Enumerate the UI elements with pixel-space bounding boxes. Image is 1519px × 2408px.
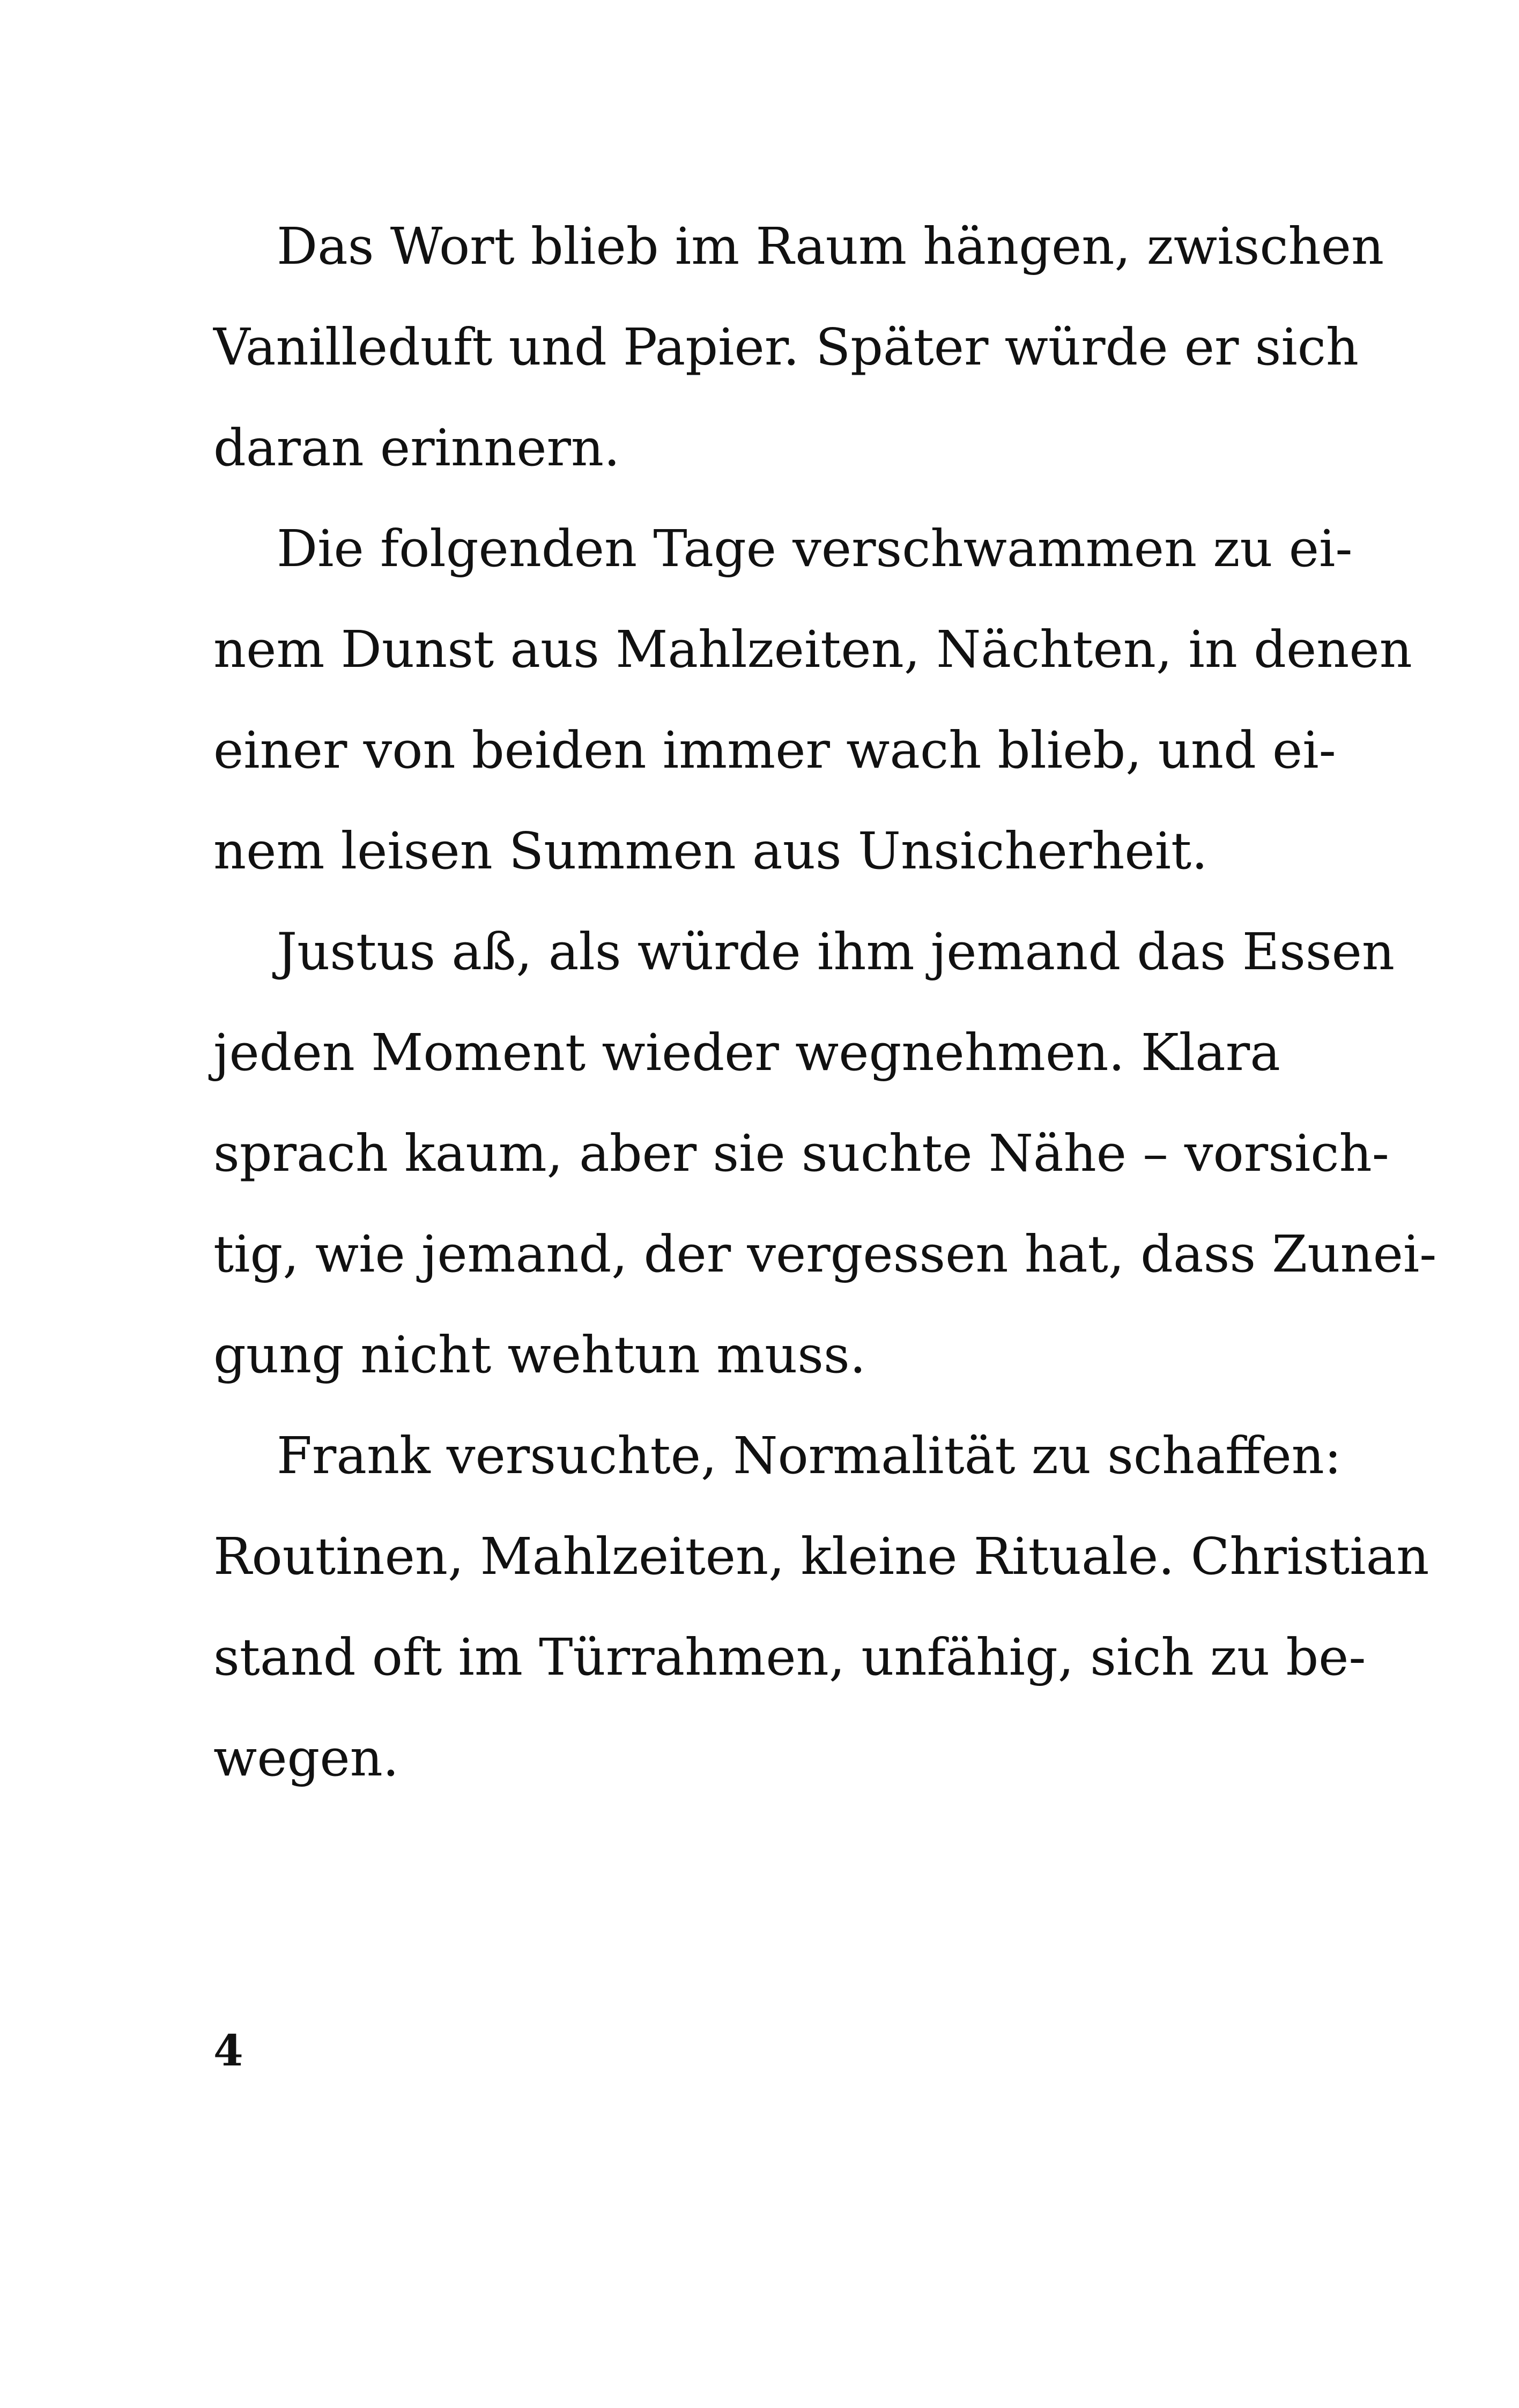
- text-line: Routinen, Mahlzeiten, kleine Rituale. Christian: [213, 1527, 1429, 1586]
- text-line: Frank versuchte, Normalität zu schaffen:: [277, 1426, 1342, 1485]
- text-line: wegen.: [213, 1729, 399, 1788]
- text-line: tig, wie jemand, der vergessen hat, dass Zunei-: [213, 1225, 1437, 1284]
- text-line: Die folgenden Tage verschwammen zu ei-: [277, 519, 1353, 578]
- text-line: jeden Moment wieder wegnehmen. Klara: [213, 1023, 1280, 1082]
- text-line: Das Wort blieb im Raum hängen, zwischen: [277, 217, 1384, 276]
- text-line: sprach kaum, aber sie suchte Nähe – vorsich-: [213, 1124, 1389, 1183]
- text-line: nem leisen Summen aus Unsicherheit.: [213, 822, 1208, 881]
- text-line: nem Dunst aus Mahlzeiten, Nächten, in denen: [213, 620, 1412, 679]
- text-line: daran erinnern.: [213, 419, 620, 478]
- text-line: Vanilleduft und Papier. Später würde er sich: [213, 318, 1359, 377]
- text-line: stand oft im Türrahmen, unfähig, sich zu be-: [213, 1628, 1366, 1687]
- text-line: gung nicht wehtun muss.: [213, 1326, 866, 1385]
- text-line: Justus aß, als würde ihm jemand das Essen: [277, 923, 1395, 982]
- page-number: 4: [213, 2025, 243, 2076]
- text-line: einer von beiden immer wach blieb, und ei-: [213, 721, 1336, 780]
